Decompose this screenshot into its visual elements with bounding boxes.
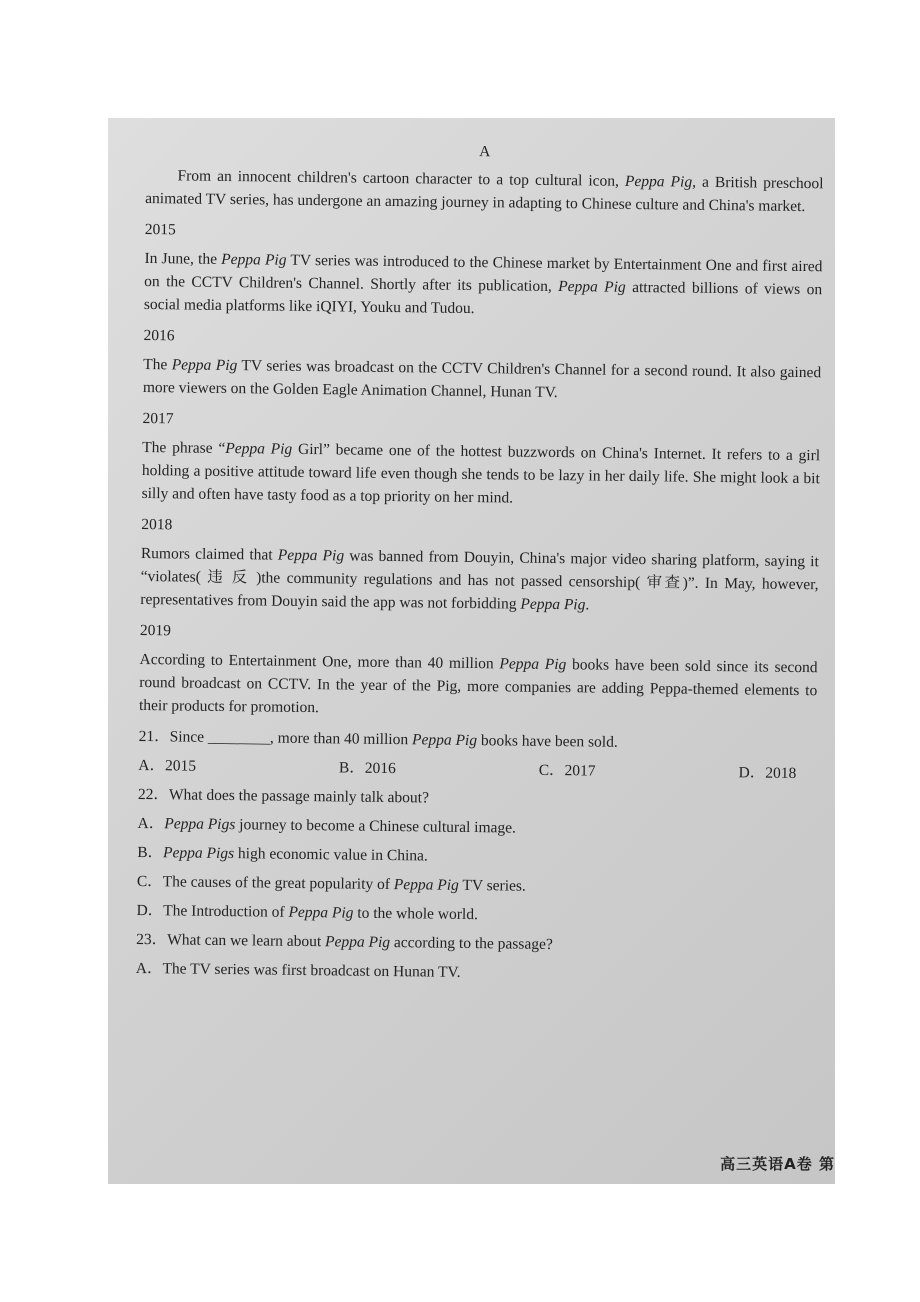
year-heading-2019: 2019 [139, 621, 172, 640]
year-heading-2016: 2016 [143, 326, 175, 345]
paragraph-2019 [139, 648, 818, 725]
paragraph-2018 [140, 542, 819, 619]
text-2017-a: The phrase “ [142, 438, 226, 457]
q22-option-d-title: Peppa Pig [288, 903, 354, 922]
year-heading-2015: 2015 [144, 220, 176, 239]
q22-option-b-title: Peppa Pigs [162, 844, 235, 863]
q22-option-d-label: D． [136, 901, 164, 920]
q22-option-b-label: B． [137, 843, 164, 862]
q22-option-a-text: journey to become a Chinese cultural image. [235, 816, 517, 837]
q22-option-a[interactable] [137, 812, 815, 843]
q22-option-a-label: A． [137, 814, 165, 833]
question-23 [136, 928, 814, 959]
q22-option-b-text: high economic value in China. [234, 845, 428, 865]
q21-option-d[interactable]: D．2018 [738, 764, 797, 782]
title-2018-b: Peppa Pig [520, 595, 586, 614]
q22-option-c-text: TV series. [458, 876, 526, 895]
text-2018-b: was banned from Douyin, China's major video sharing platform, saying it “violates( 违 反 )the community regulations and has not passed censorship( 审查)”. In May, however, representatives from Douyin said the app was not forbidding [140, 547, 819, 613]
q22-option-c-pre: The causes of the great popularity of [162, 873, 394, 894]
q22-option-c-label: C． [136, 872, 163, 891]
paragraph-2017 [141, 436, 820, 513]
q21-option-b[interactable]: B．2016 [338, 759, 396, 778]
q21-stem-end: books have been sold. [476, 732, 618, 751]
title-2018-a: Peppa Pig [277, 546, 345, 565]
q23-option-a[interactable]: A．The TV series was first broadcast on Hunan TV. [135, 959, 461, 981]
q22-option-d[interactable] [136, 899, 814, 930]
q23-stem: 23．What can we learn about [136, 930, 326, 951]
q22-option-c[interactable] [137, 870, 815, 901]
text-2015-c: attracted billions of views on social media platforms like iQIYI, Youku and Tudou. [143, 278, 823, 318]
q22-option-c-title: Peppa Pig [393, 876, 459, 894]
year-heading-2018: 2018 [141, 515, 173, 534]
text-2018-c: . [585, 596, 590, 614]
text-2016-b: TV series was broadcast on the CCTV Children's Channel for a second round. It also gained more viewers on the Golden Eagle Animation Channel, Hunan TV. [142, 357, 822, 402]
q23-title: Peppa Pig [325, 933, 391, 952]
text-2015-b: TV series was introduced to the Chinese market by Entertainment One and first aired on the CCTV Children's Channel. Shortly after its publication, [144, 251, 823, 296]
title-2016-a: Peppa Pig [171, 356, 238, 375]
q21-option-a[interactable]: A．2015 [138, 756, 197, 775]
text-2017-b: Girl” became one of the hottest buzzwords on China's Internet. It refers to a girl holding a positive attitude toward life even though she tends to be lazy in her daily life. She might look a bit silly and often have tasty food as a top priority on her mind. [141, 440, 821, 507]
q21-title: Peppa Pig [411, 731, 478, 750]
title-2017-a: Peppa Pig [225, 439, 293, 458]
paragraph-2015 [144, 247, 823, 324]
q21-options [138, 754, 816, 785]
intro-text-end: , a British preschool animated TV series, has undergone an amazing journey in adapting to Chinese culture and China's market. [145, 173, 824, 216]
q22-option-d-pre: The Introduction of [163, 902, 289, 921]
year-heading-2017: 2017 [142, 409, 174, 428]
intro-text: From an innocent children's cartoon character to a top cultural icon, [177, 167, 626, 190]
text-2016-a: The [143, 355, 172, 374]
q22-option-b[interactable] [137, 841, 815, 872]
q21-option-c[interactable]: C．2017 [538, 761, 596, 780]
exam-page [108, 118, 835, 1184]
text-2015-a: In June, the [144, 249, 222, 268]
intro-paragraph [145, 164, 824, 218]
q21-stem: 21．Since ________, more than 40 million [138, 727, 413, 749]
intro-title: Peppa Pig [624, 172, 693, 191]
text-2019-b: books have been sold since its second round broadcast on CCTV. In the year of the Pig, more companies are adding Peppa-themed elements to their products for promotion. [138, 656, 818, 717]
title-2015-b: Peppa Pig [558, 278, 626, 296]
reading-passage [136, 136, 824, 994]
text-2019-a: According to Entertainment One, more than 40 million [139, 650, 500, 673]
q22-option-d-text: to the whole world. [353, 904, 479, 924]
title-2015-a: Peppa Pig [221, 250, 287, 269]
paragraph-2016 [143, 353, 822, 407]
question-22: 22．What does the passage mainly talk about? [137, 785, 430, 807]
q22-option-a-title: Peppa Pigs [164, 815, 236, 834]
section-letter: A [479, 143, 491, 161]
question-21 [139, 725, 817, 756]
title-2019-a: Peppa Pig [499, 655, 567, 674]
q23-stem-end: according to the passage? [389, 934, 553, 954]
text-2018-a: Rumors claimed that [140, 544, 278, 564]
page-footer: 高三英语A卷 第 [720, 1155, 835, 1173]
